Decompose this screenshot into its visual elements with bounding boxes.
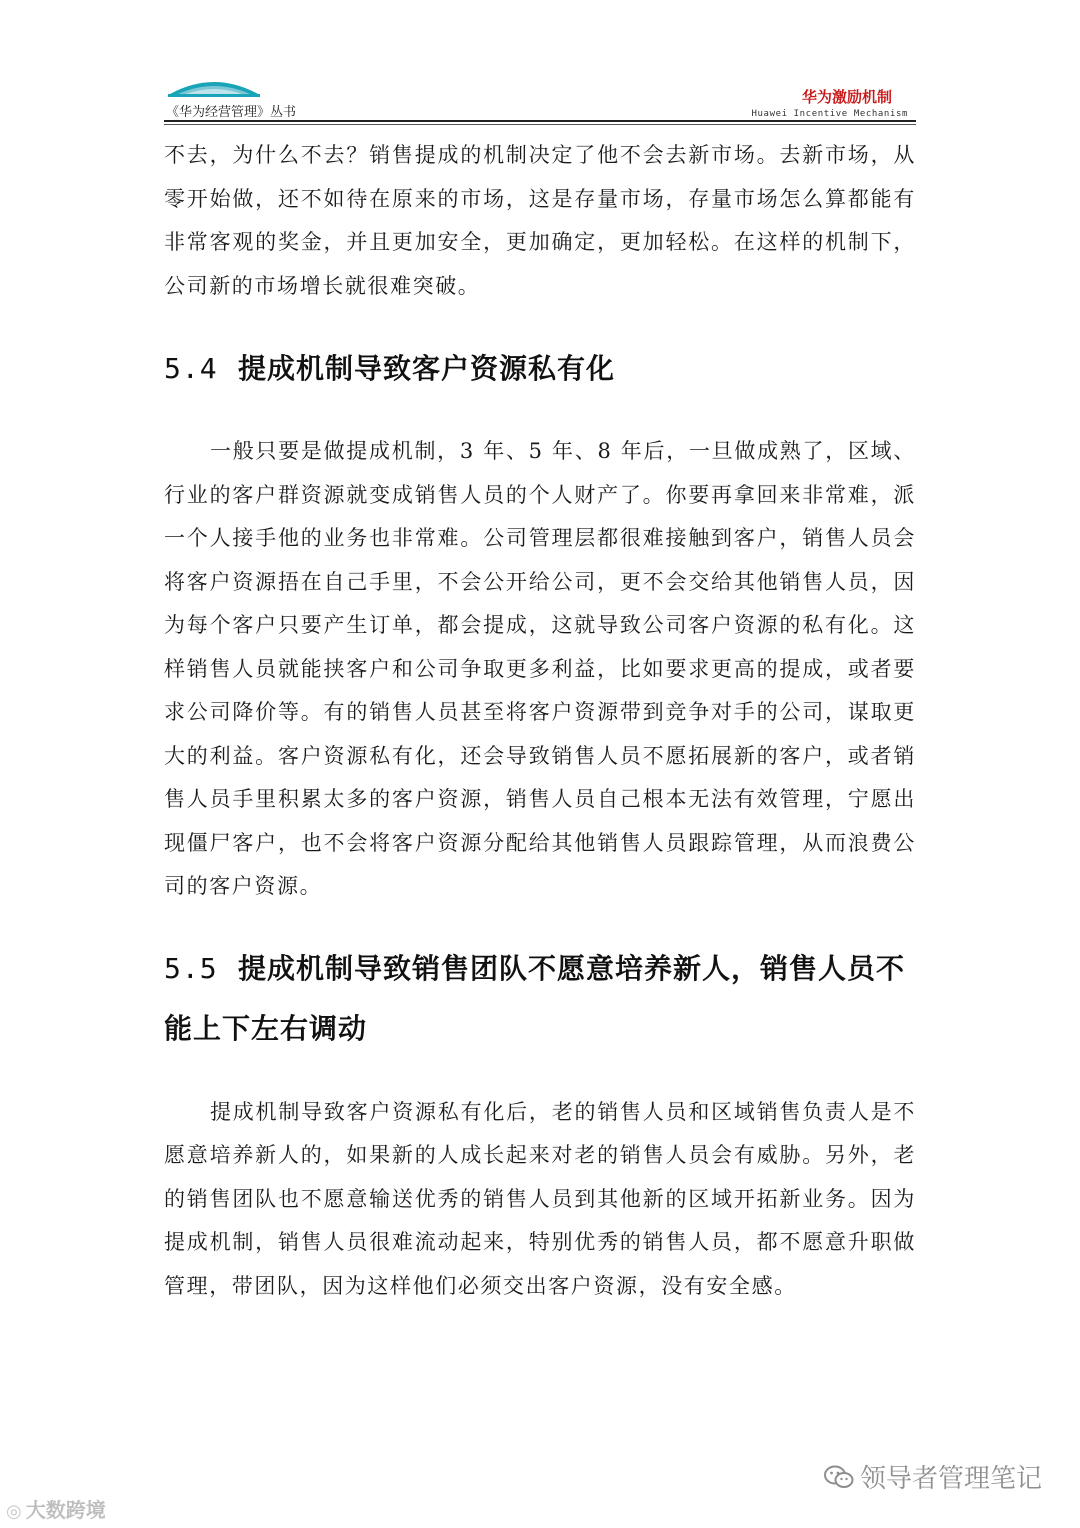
watermark-left-text: 大数跨境 <box>25 1498 106 1522</box>
page-content <box>164 134 916 1308</box>
wechat-icon <box>824 1464 854 1490</box>
ring-logo-icon: ◎ <box>6 1501 22 1522</box>
header-title: 华为激励机制 <box>801 88 892 106</box>
header-subtitle: Huawei Incentive Mechanism <box>751 109 908 119</box>
section-number: 5.4 <box>164 352 218 385</box>
watermark-right <box>824 1458 1042 1495</box>
section-5-4-heading <box>164 338 916 400</box>
watermark-left <box>6 1494 106 1523</box>
header-rule-thick <box>164 120 916 122</box>
watermark-right-text: 领导者管理笔记 <box>859 1464 1042 1494</box>
header-rule-thin <box>164 124 916 125</box>
mountain-logo-icon <box>168 72 260 100</box>
book-series-label: 《华为经营管理》丛书 <box>166 105 297 120</box>
page-header <box>0 0 1080 130</box>
section-title: 提成机制导致销售团队不愿意培养新人，销售人员不能上下左右调动 <box>164 951 906 1045</box>
section-number: 5.5 <box>164 951 218 985</box>
section-5-5-heading <box>164 939 916 1059</box>
section-5-4-body: 一般只要是做提成机制，3 年、5 年、8 年后，一旦做成熟了，区域、行业的客户群资源就变成销售人员的个人财产了。你要再拿回来非常难，派一个人接手他的业务也非常难。公司管理层都很难接触到客户，销售人员会将客户资源捂在自己手里，不会公开给公司，更不会交给其他销售人员，因为每个客户只要产生订单，都会提成，这就导致公司客户资源的私有化。这样销售人员就能挟客户和公司争取更多利益，比如要求更高的提成，或者要求公司降价等。有的销售人员甚至将客户资源带到竞争对手的公司，谋取更大的利益。客户资源私有化，还会导致销售人员不愿拓展新的客户，或者销售人员手里积累太多的客户资源，销售人员自己根本无法有效管理，宁愿出现僵尸客户，也不会将客户资源分配给其他销售人员跟踪管理，从而浪费公司的客户资源。 <box>164 439 916 898</box>
section-title: 提成机制导致客户资源私有化 <box>238 352 616 385</box>
section-5-5-body: 提成机制导致客户资源私有化后，老的销售人员和区域销售负责人是不愿意培养新人的，如果新的人成长起来对老的销售人员会有威胁。另外，老的销售团队也不愿意输送优秀的销售人员到其他新的区域开拓新业务。因为提成机制，销售人员很难流动起来，特别优秀的销售人员，都不愿意升职做管理，带团队，因为这样他们必须交出客户资源，没有安全感。 <box>164 1099 916 1298</box>
paragraph-continued: 不去，为什么不去？销售提成的机制决定了他不会去新市场。去新市场，从零开始做，还不如待在原来的市场，这是存量市场，存量市场怎么算都能有非常客观的奖金，并且更加安全，更加确定，更加轻松。在这样的机制下，公司新的市场增长就很难突破。 <box>164 143 916 298</box>
